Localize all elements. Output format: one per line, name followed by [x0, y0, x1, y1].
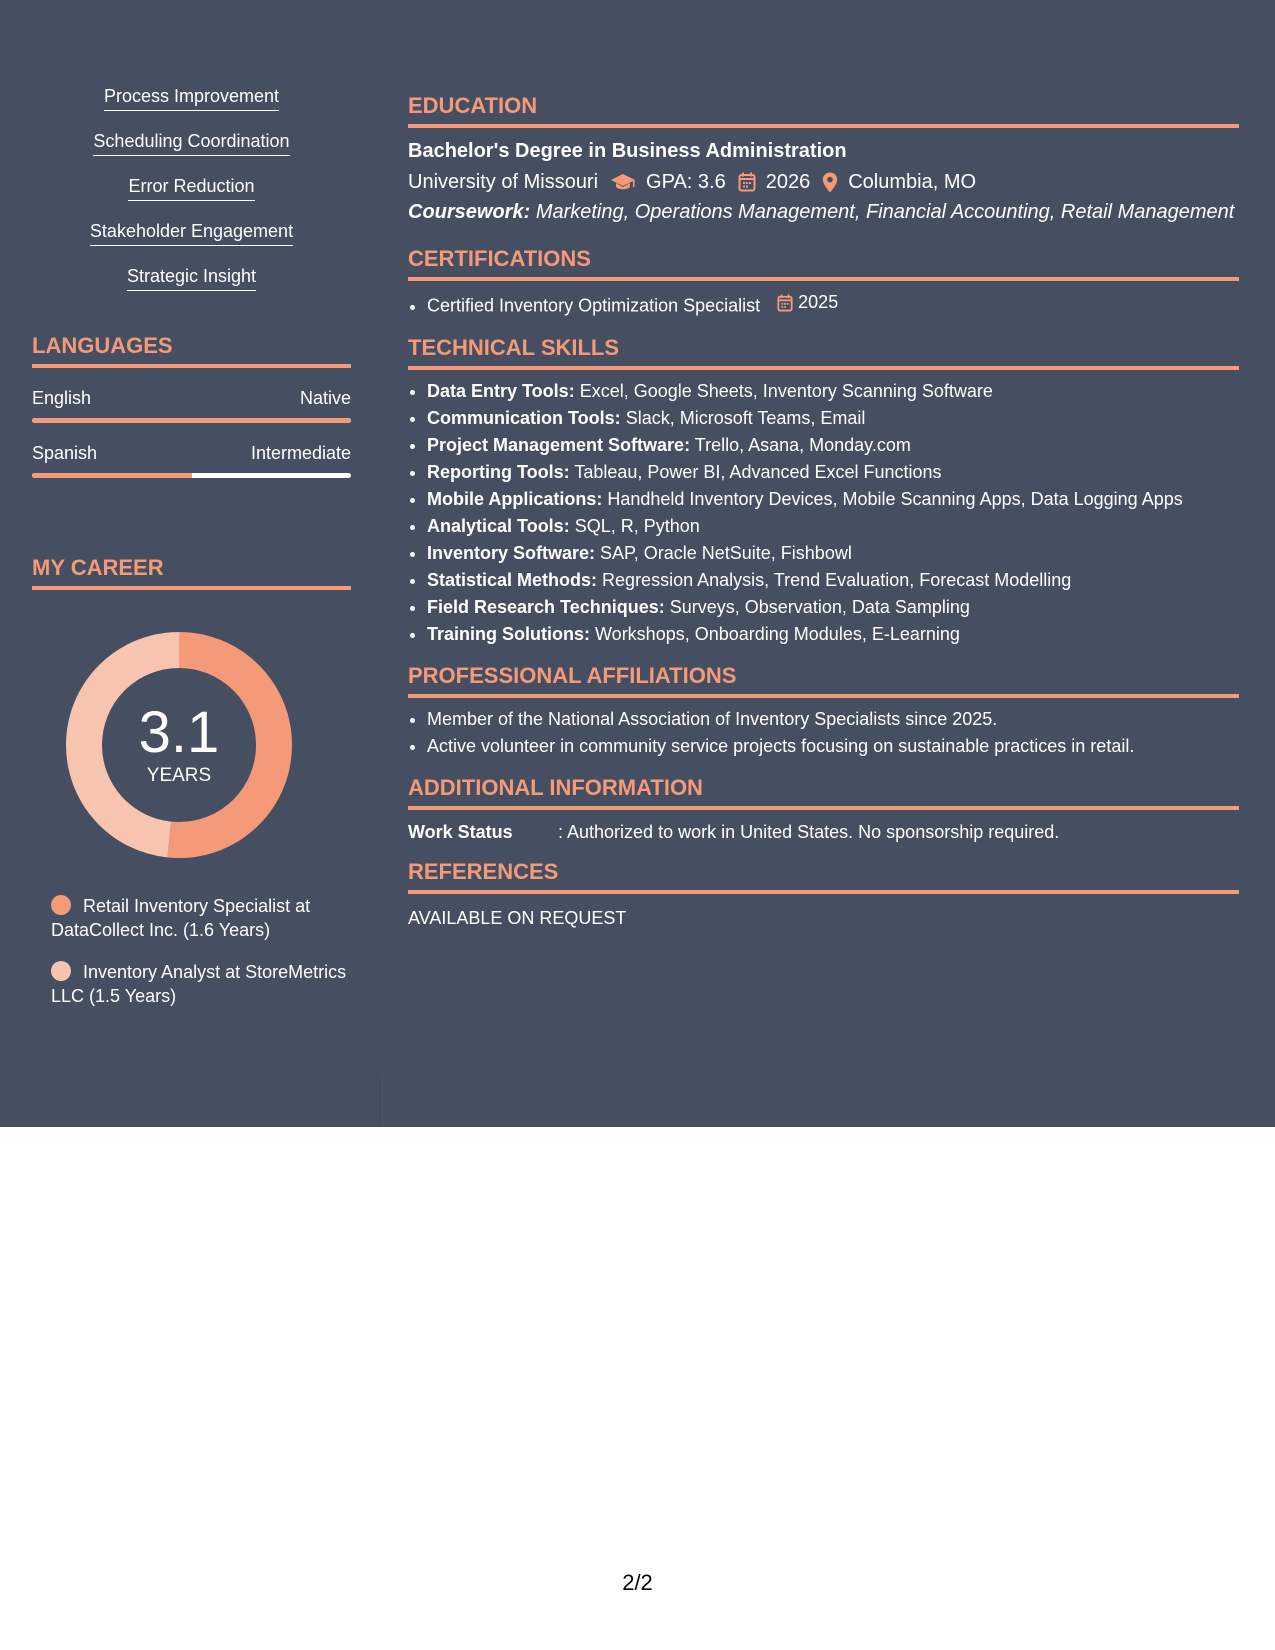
career-role-label: Inventory Analyst at StoreMetrics LLC (1.5 Years) [51, 962, 347, 1006]
list-item [427, 459, 1239, 486]
language-bar-fill [32, 418, 351, 423]
coursework-list: Marketing, Operations Management, Financial Accounting, Retail Management [535, 201, 1235, 223]
skills-list [32, 84, 351, 291]
certification-name: Certified Inventory Optimization Specialist [427, 295, 761, 316]
language-name: English [32, 388, 92, 408]
list-item [427, 486, 1239, 513]
education-meta [408, 169, 1239, 195]
language-item [32, 386, 351, 423]
legend-dot [51, 961, 71, 981]
skill-values: Excel, Google Sheets, Inventory Scanning Software [579, 380, 993, 401]
skill-category: Inventory Software: [427, 542, 596, 563]
education-section [408, 92, 1239, 225]
career-legend-item [51, 960, 351, 1008]
skill-category: Project Management Software: [427, 434, 691, 455]
list-item [427, 405, 1239, 432]
calendar-icon [738, 172, 756, 192]
additional-info-section [408, 774, 1239, 844]
technical-skills-section [408, 334, 1239, 648]
technical-skills-list [408, 378, 1239, 648]
career-role-label: Retail Inventory Specialist at DataCollect Inc. (1.6 Years) [51, 896, 311, 940]
school-name: University of Missouri [408, 171, 599, 193]
references-section [408, 858, 1239, 930]
skill-values: SAP, Oracle NetSuite, Fishbowl [600, 542, 852, 563]
skill-category: Training Solutions: [427, 623, 590, 644]
references-text: AVAILABLE ON REQUEST [408, 907, 627, 928]
work-status-label: Work Status [408, 821, 513, 842]
degree-title: Bachelor's Degree in Business Administration [408, 140, 847, 162]
list-item [427, 289, 1239, 320]
skill-category: Field Research Techniques: [427, 596, 665, 617]
section-title: EDUCATION [408, 92, 1239, 128]
section-title: CERTIFICATIONS [408, 245, 1239, 281]
work-status-value: : Authorized to work in United States. No sponsorship required. [558, 821, 1060, 842]
calendar-icon [777, 294, 793, 312]
skill-link[interactable]: Stakeholder Engagement [90, 219, 293, 246]
list-item [427, 432, 1239, 459]
section-title: TECHNICAL SKILLS [408, 334, 1239, 370]
list-item [427, 540, 1239, 567]
affiliations-list [408, 706, 1239, 760]
graduation-year: 2026 [765, 171, 811, 193]
section-title: ADDITIONAL INFORMATION [408, 774, 1239, 810]
coursework [408, 199, 1239, 225]
legend-dot [51, 895, 71, 915]
career-section [32, 554, 351, 1008]
column-divider [382, 1075, 383, 1127]
sidebar [32, 84, 351, 1026]
section-title: LANGUAGES [32, 332, 351, 368]
language-bar [32, 473, 351, 478]
list-item [427, 513, 1239, 540]
skill-category: Mobile Applications: [427, 488, 603, 509]
skill-values: Trello, Asana, Monday.com [694, 434, 911, 455]
list-item [427, 567, 1239, 594]
list-item [427, 621, 1239, 648]
language-bar-fill [32, 473, 192, 478]
list-item: • Active volunteer in community service projects focusing on sustainable practices in retail. [427, 733, 1239, 760]
skill-values: SQL, R, Python [574, 515, 700, 536]
skill-category: Analytical Tools: [427, 515, 570, 536]
location-pin-icon [822, 172, 838, 193]
skill-link[interactable]: Strategic Insight [127, 264, 256, 291]
certifications-list [408, 289, 1239, 320]
main-content [408, 92, 1239, 930]
skill-values: Handheld Inventory Devices, Mobile Scanning Apps, Data Logging Apps [607, 488, 1183, 509]
certification-year: 2025 [798, 292, 839, 312]
skill-values: Surveys, Observation, Data Sampling [669, 596, 970, 617]
career-legend-item [51, 894, 351, 942]
affiliations-section [408, 662, 1239, 760]
list-item: • Member of the National Association of Inventory Specialists since 2025. [427, 706, 1239, 733]
language-item [32, 441, 351, 478]
skill-values: Workshops, Onboarding Modules, E-Learning [595, 623, 960, 644]
language-level: Native [299, 388, 351, 408]
location: Columbia, MO [848, 171, 977, 193]
career-legend [32, 894, 351, 1008]
skill-values: Tableau, Power BI, Advanced Excel Functions [574, 461, 942, 482]
language-bar [32, 418, 351, 423]
skill-category: Communication Tools: [427, 407, 621, 428]
languages-section [32, 332, 351, 478]
list-item [427, 594, 1239, 621]
skill-link[interactable]: Scheduling Coordination [93, 129, 289, 156]
skill-category: Statistical Methods: [427, 569, 598, 590]
career-donut-chart [66, 632, 292, 858]
work-status-row [408, 820, 1239, 844]
language-level: Intermediate [250, 443, 351, 463]
skill-category: Reporting Tools: [427, 461, 570, 482]
section-title: REFERENCES [408, 858, 1239, 894]
list-item [427, 378, 1239, 405]
career-total-unit: YEARS [146, 765, 212, 786]
certifications-section [408, 245, 1239, 320]
gpa: GPA: 3.6 [646, 171, 726, 193]
section-title: MY CAREER [32, 554, 351, 590]
skill-values: Regression Analysis, Trend Evaluation, Forecast Modelling [602, 569, 1072, 590]
skill-values: Slack, Microsoft Teams, Email [625, 407, 866, 428]
language-name: Spanish [32, 443, 98, 463]
skill-link[interactable]: Process Improvement [104, 84, 279, 111]
page-number: 2/2 [622, 1570, 653, 1595]
career-total-value: 3.1 [138, 700, 220, 765]
skill-link[interactable]: Error Reduction [128, 174, 254, 201]
graduation-cap-icon [610, 172, 636, 192]
section-title: PROFESSIONAL AFFILIATIONS [408, 662, 1239, 698]
coursework-label: Coursework: [408, 201, 531, 223]
skill-category: Data Entry Tools: [427, 380, 575, 401]
